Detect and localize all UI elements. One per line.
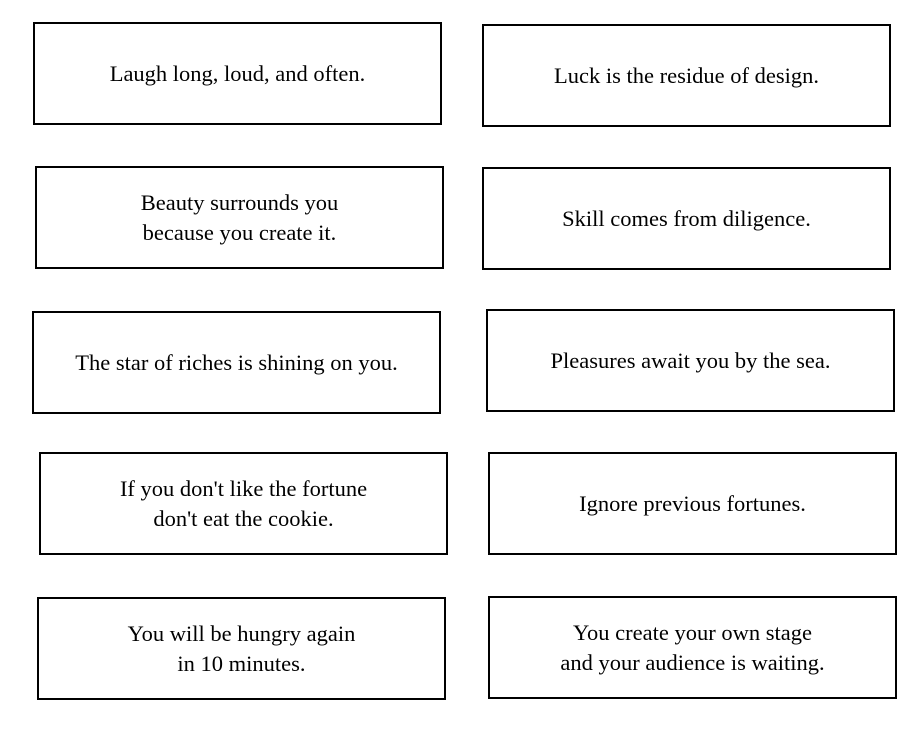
fortune-text: You will be hungry again in 10 minutes. — [127, 620, 356, 676]
fortune-text: You create your own stage and your audience is waiting. — [560, 619, 825, 675]
fortune-card — [488, 596, 897, 699]
fortune-card — [482, 24, 891, 127]
fortune-card — [482, 167, 891, 270]
fortune-text: Beauty surrounds you because you create it. — [140, 189, 339, 245]
fortune-card — [488, 452, 897, 555]
fortune-card — [486, 309, 895, 412]
fortune-text: The star of riches is shining on you. — [75, 349, 398, 375]
fortune-card — [37, 597, 446, 700]
fortune-text: Ignore previous fortunes. — [579, 490, 806, 516]
fortune-text: Laugh long, loud, and often. — [109, 60, 366, 86]
fortune-card — [35, 166, 444, 269]
fortune-text: Luck is the residue of design. — [554, 62, 819, 88]
fortune-card — [39, 452, 448, 555]
fortune-card — [32, 311, 441, 414]
fortune-text: If you don't like the fortune don't eat the cookie. — [119, 475, 368, 531]
fortune-text: Pleasures await you by the sea. — [550, 347, 831, 373]
fortune-text: Skill comes from diligence. — [562, 205, 811, 231]
fortune-card — [33, 22, 442, 125]
